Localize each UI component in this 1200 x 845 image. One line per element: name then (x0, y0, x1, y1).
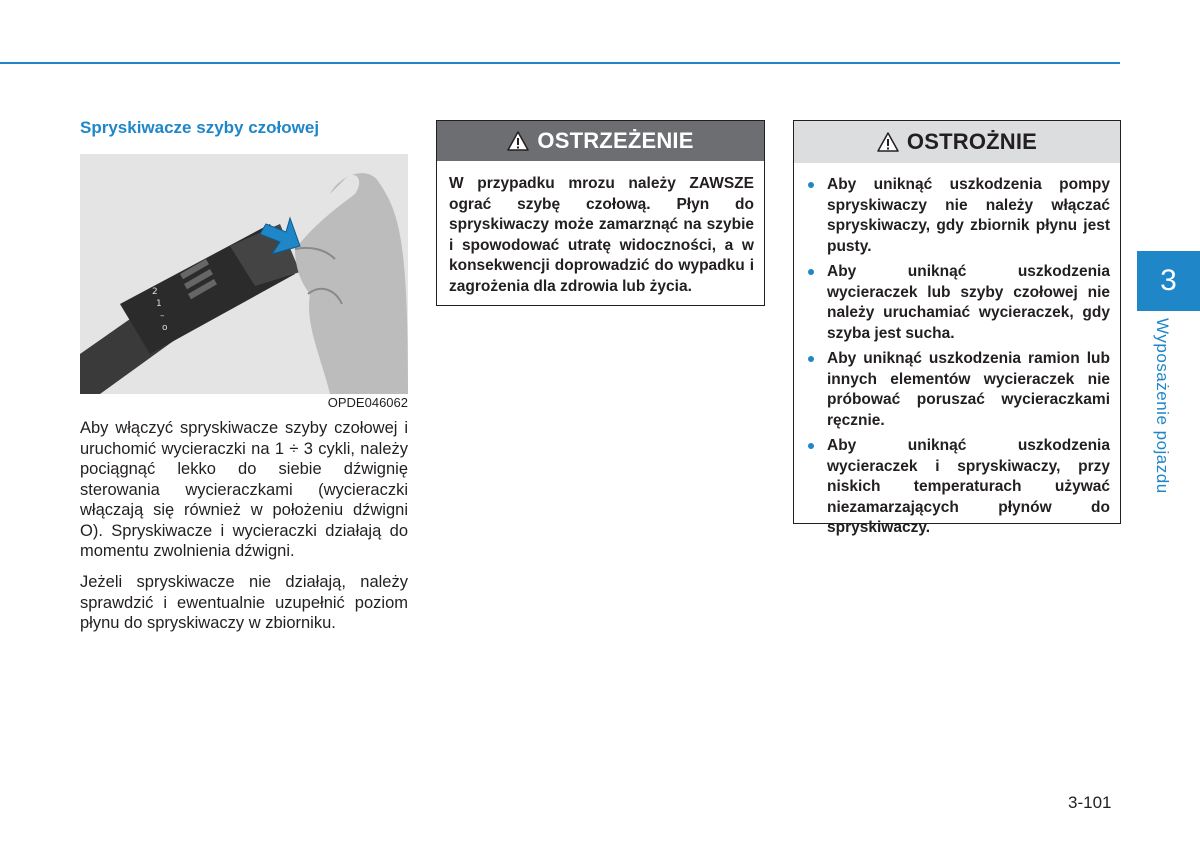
wiper-lever-illustration (80, 154, 408, 394)
caution-triangle-icon (877, 132, 899, 152)
bullet-icon (808, 182, 814, 188)
caution-list (794, 163, 1120, 539)
svg-text:2: 2 (152, 287, 158, 297)
chapter-name: Wyposażenie pojazdu (1153, 318, 1172, 494)
paragraph-washer-activation: Aby włączyć spryskiwacze szyby czołowej i uruchomić wycieraczki na 1 ÷ 3 cykli, należy pociągnąć lekko do siebie dźwignię sterowania wycieraczkami (wycieraczki włączają się również w położeniu dźwigni O). Spryskiwacze i wycieraczki działają do momentu zwolnienia dźwigni. (80, 419, 408, 560)
top-rule (0, 62, 1120, 64)
warning-title: OSTRZEŻENIE (537, 128, 694, 153)
wiper-lever-drawing (80, 154, 408, 394)
warning-header (437, 121, 764, 161)
caution-header (794, 121, 1120, 163)
svg-text:–: – (160, 311, 165, 321)
figure-code: OPDE046062 (327, 395, 408, 410)
caution-item: Aby uniknąć uszkodzenia ramion lub innych elementów wycieraczek nie próbować poruszać wycieraczkami ręcznie. (808, 349, 1110, 431)
paragraph-washer-fluid: Jeżeli spryskiwacze nie działają, należy sprawdzić i ewentualnie uzupełnić poziom płynu do spryskiwaczy w zbiorniku. (80, 573, 408, 632)
bullet-icon (808, 443, 814, 449)
caution-item: Aby uniknąć uszkodzenia pompy spryskiwaczy nie należy włączać spryskiwaczy, gdy zbiornik płynu jest pusty. (808, 175, 1110, 257)
page-number: 3-101 (1068, 793, 1112, 812)
warning-triangle-icon (507, 131, 529, 151)
bullet-icon (808, 269, 814, 275)
warning-box (436, 120, 765, 306)
caution-item: Aby uniknąć uszkodzenia wycieraczek lub szyby czołowej nie należy uruchamiać wycieraczek, gdy szyba jest sucha. (808, 262, 1110, 344)
caution-title: OSTROŻNIE (906, 129, 1038, 154)
warning-text: W przypadku mrozu należy ZAWSZE ograć szybę czołową. Płyn do spryskiwaczy może zamarznąć na szybie i spowodować utratę widoczności, a w konsekwencji doprowadzić do wypadku i zagrożenia dla zdrowia lub życia. (449, 175, 754, 295)
caution-box (793, 120, 1121, 536)
section-title: Spryskiwacze szyby czołowej (80, 118, 320, 137)
caution-item: Aby uniknąć uszkodzenia wycieraczek i spryskiwaczy, przy niskich temperaturach używać niezamarzających płynów do spryskiwaczy. (808, 436, 1110, 539)
svg-text:1: 1 (156, 299, 162, 309)
bullet-icon (808, 356, 814, 362)
svg-text:o: o (162, 323, 168, 333)
chapter-number-tab: 3 (1137, 251, 1200, 311)
